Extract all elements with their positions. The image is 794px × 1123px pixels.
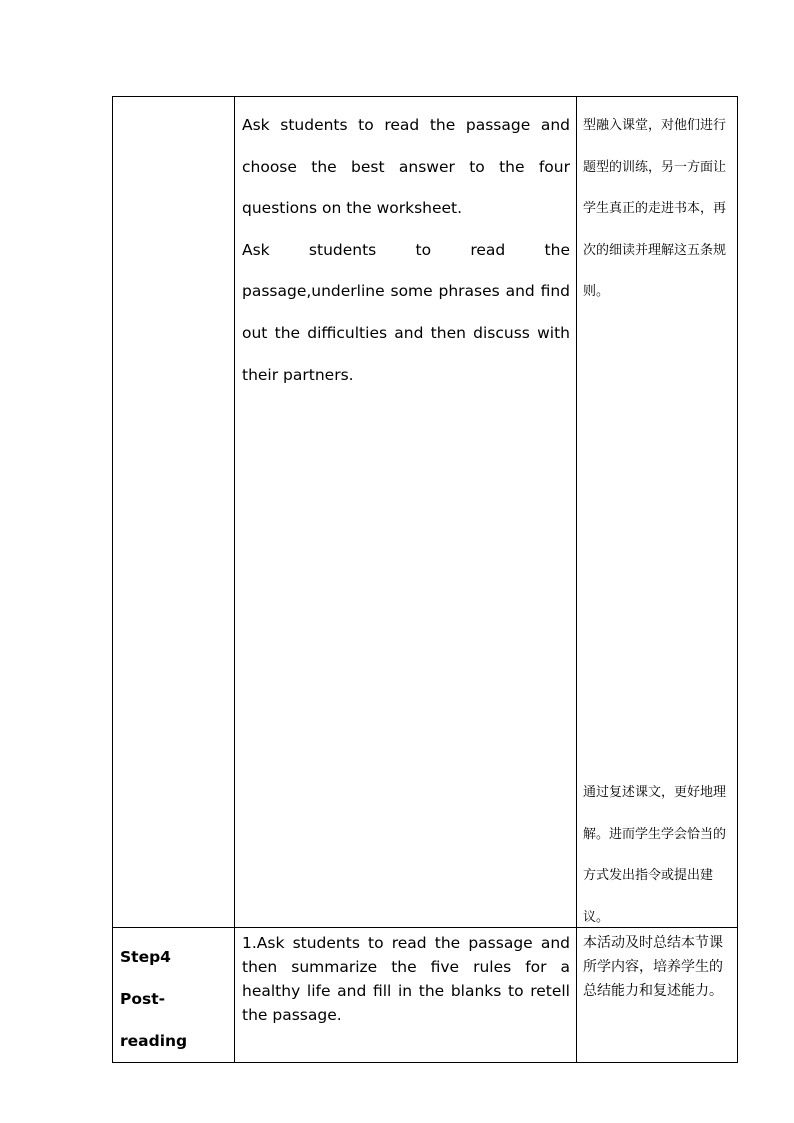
procedure-text: Ask students to read the passage,underline some phrases and find out the difficulties and then discuss with their partners.: [242, 240, 570, 384]
design-note-text: 本活动及时总结本节课所学内容，培养学生的总结能力和复述能力。: [583, 935, 723, 999]
table-row: [113, 97, 738, 928]
design-note-text: 型融入课堂，对他们进行题型的训练，另一方面让学生真正的走进书本，再次的细读并理解这五条规则。: [583, 118, 727, 299]
procedure-text: 1.Ask students to read the passage and then summarize the five rules for a healthy life and fill in the blanks to retell the passage.: [242, 934, 570, 1024]
design-note-cell: [577, 97, 738, 928]
step-cell: [113, 928, 235, 1063]
procedure-cell: [235, 928, 577, 1063]
procedure-cell: [235, 97, 577, 928]
procedure-text: Ask students to read the passage and choose the best answer to the four questions on the worksheet.: [242, 116, 570, 218]
design-note-cell: [577, 928, 738, 1063]
step-cell: [113, 97, 235, 928]
lesson-plan-table: [112, 96, 738, 1063]
design-note-text: 通过复述课文，更好地理解。进而学生学会恰当的方式发出指令或提出建议。: [583, 785, 727, 925]
table-row: [113, 928, 738, 1063]
step-stage: Post-reading: [120, 990, 188, 1050]
step-number: Step4: [120, 948, 171, 966]
